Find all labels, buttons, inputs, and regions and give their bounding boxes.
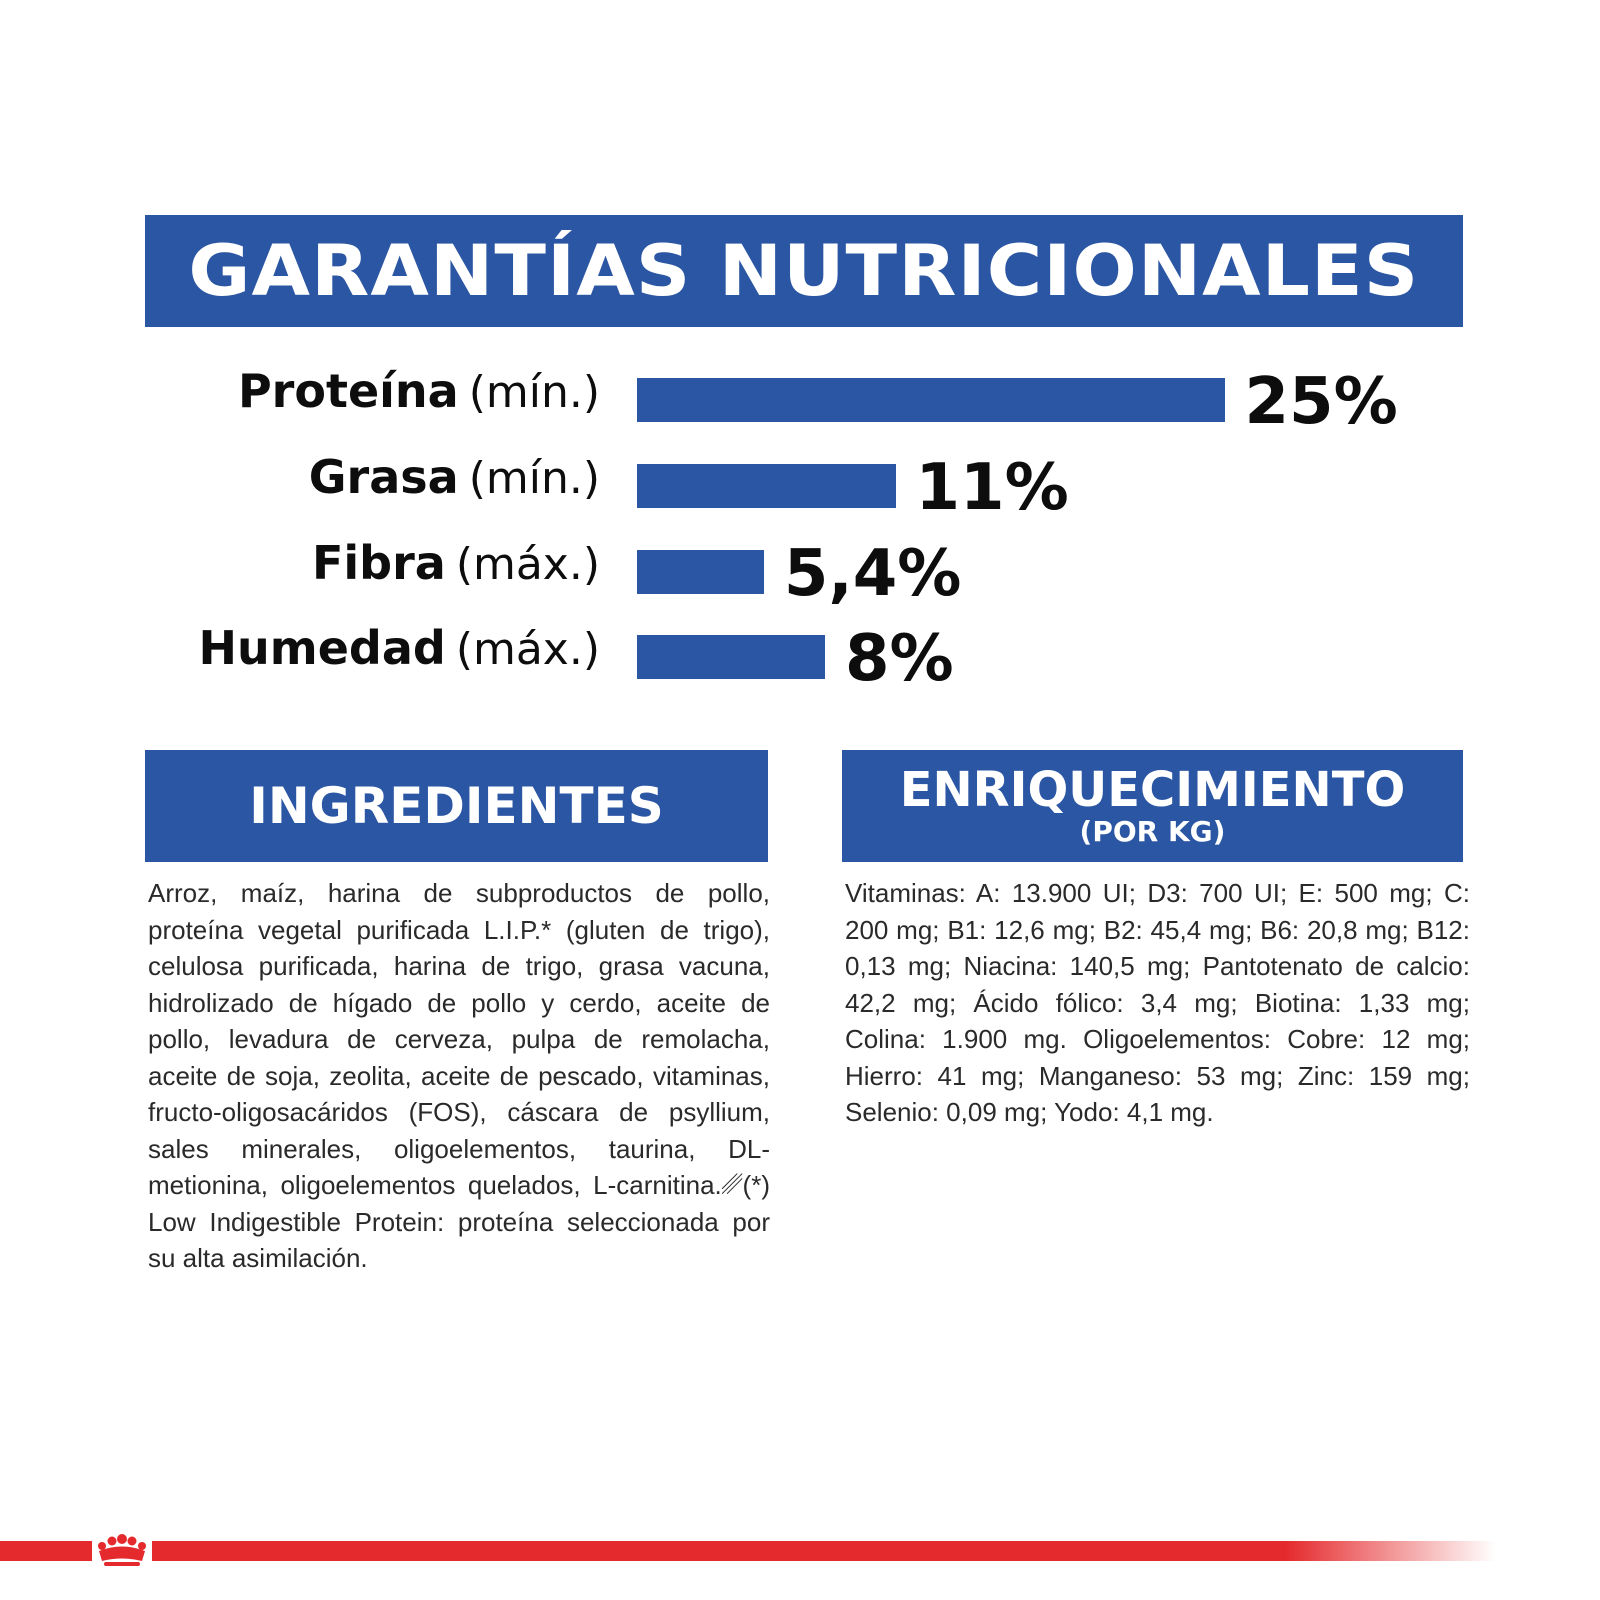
category-label bbox=[199, 621, 600, 675]
category-name: Fibra bbox=[311, 536, 446, 590]
category-name: Proteína bbox=[237, 364, 459, 418]
bar bbox=[637, 635, 825, 679]
nutritional-guarantees-banner bbox=[145, 215, 1463, 327]
nutrition-bar-chart bbox=[0, 360, 1600, 700]
page-title: GARANTÍAS NUTRICIONALES bbox=[188, 230, 1420, 312]
category-name: Humedad bbox=[198, 621, 446, 675]
footer-red-stripe bbox=[0, 1541, 1495, 1561]
bar bbox=[637, 550, 764, 594]
category-name: Grasa bbox=[308, 450, 459, 504]
enrichment-banner bbox=[842, 750, 1463, 862]
enrichment-text: Vitaminas: A: 13.900 UI; D3: 700 UI; E: 500 mg; C: 200 mg; B1: 12,6 mg; B2: 45,4 mg; B6: 20,8 mg; B12: 0,13 mg; Niacina: 140,5 mg; Pantotenato de calcio: 42,2 mg; Ácido fólico: 3,4 mg; Biotina: 1,33 mg; Colina: 1.900 mg. Oligoelementos: Cobre: 12 mg; Hierro: 41 mg; Manganeso: 53 mg; Zinc: 159 mg; Selenio: 0,09 mg; Yodo: 4,1 mg. bbox=[845, 878, 1470, 1127]
ingredients-title: INGREDIENTES bbox=[249, 777, 664, 835]
category-qualifier: (máx.) bbox=[455, 624, 600, 675]
ingredients-banner bbox=[145, 750, 768, 862]
enrichment-title: ENRIQUECIMIENTO bbox=[899, 762, 1406, 818]
value-label: 5,4% bbox=[783, 537, 962, 611]
category-qualifier: (mín.) bbox=[468, 367, 600, 418]
value-label: 8% bbox=[845, 622, 954, 696]
value-label: 11% bbox=[915, 451, 1069, 525]
ingredients-text: Arroz, maíz, harina de subproductos de pollo, proteína vegetal purificada L.I.P.* (gluten de trigo), celulosa purificada, harina de trigo, grasa vacuna, hidrolizado de hígado de pollo y cerdo, aceite de pollo, levadura de cerveza, pulpa de remolacha, aceite de soja, zeolita, aceite de pescado, vitaminas, fructo-oligosacáridos (FOS), cáscara de psyllium, sales minerales, oligoelementos, taurina, DL-metionina, oligoelementos quelados, L-carnitina.␥(*) Low Indigestible Protein: proteína seleccionada por su alta asimilación. bbox=[148, 878, 770, 1273]
category-label bbox=[312, 536, 600, 590]
crown-icon bbox=[92, 1534, 152, 1568]
enrichment-subtitle: (POR KG) bbox=[1079, 815, 1226, 848]
category-label bbox=[309, 450, 600, 504]
category-qualifier: (mín.) bbox=[468, 453, 600, 504]
category-label bbox=[238, 364, 600, 418]
value-label: 25% bbox=[1244, 365, 1398, 439]
bar bbox=[637, 464, 896, 508]
bar bbox=[637, 378, 1225, 422]
category-qualifier: (máx.) bbox=[455, 539, 600, 590]
